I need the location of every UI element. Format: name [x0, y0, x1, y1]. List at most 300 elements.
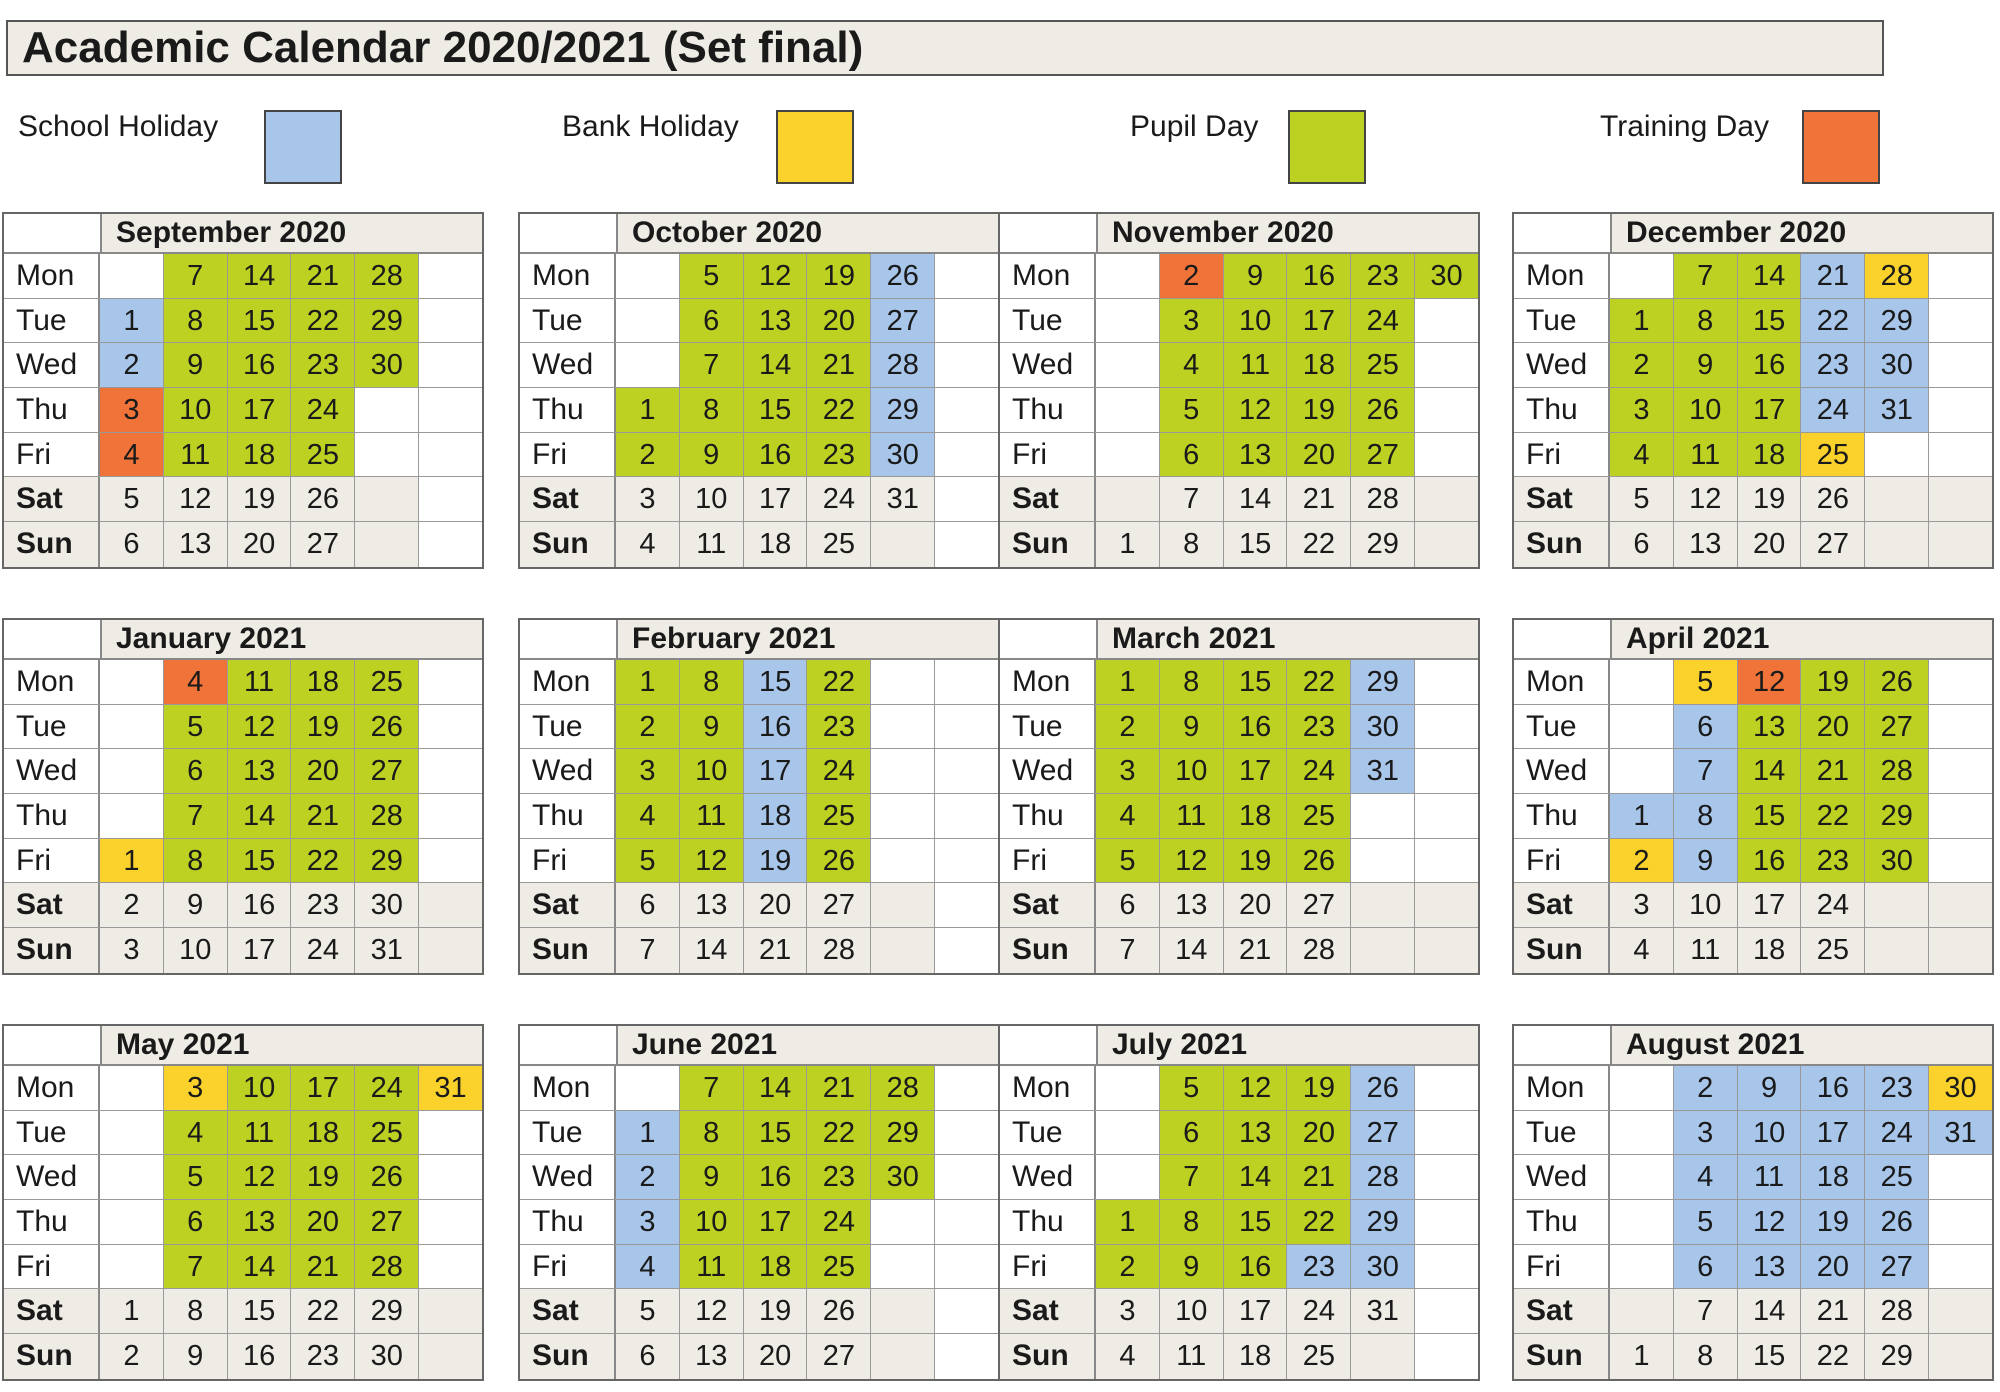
date-cell: 12 — [164, 477, 228, 521]
date-cell: 31 — [1351, 1289, 1415, 1333]
week-day-row — [520, 299, 998, 344]
day-label: Fri — [1000, 839, 1096, 883]
date-cell: 6 — [164, 1200, 228, 1244]
day-label: Sun — [1514, 522, 1610, 567]
date-cell: 27 — [807, 1334, 871, 1379]
day-label: Mon — [4, 1066, 100, 1110]
date-cell: 14 — [1224, 477, 1288, 521]
date-cell: 22 — [291, 299, 355, 343]
day-label: Thu — [4, 794, 100, 838]
date-cell: 27 — [807, 883, 871, 927]
week-day-row — [4, 660, 482, 705]
date-cell: 28 — [871, 343, 935, 387]
date-cell: 28 — [355, 254, 419, 298]
date-cell: 11 — [228, 1111, 292, 1155]
month-title: April 2021 — [1612, 620, 1992, 658]
date-cell: 18 — [228, 433, 292, 477]
date-cell: 4 — [100, 433, 164, 477]
week-day-row — [520, 1334, 998, 1379]
day-label: Sat — [1514, 477, 1610, 521]
date-cell — [1415, 433, 1478, 477]
day-label: Thu — [1514, 794, 1610, 838]
date-cell — [616, 1066, 680, 1110]
date-cell: 21 — [1801, 749, 1865, 793]
date-cell: 18 — [744, 1245, 808, 1289]
day-label: Sat — [1514, 883, 1610, 927]
day-label: Mon — [1514, 1066, 1610, 1110]
date-cell: 15 — [1738, 1334, 1802, 1379]
date-cell: 12 — [1224, 1066, 1288, 1110]
date-cell — [1415, 705, 1478, 749]
date-cell — [1351, 839, 1415, 883]
day-label: Wed — [520, 1155, 616, 1199]
legend-school-holiday — [18, 110, 348, 190]
date-cell: 16 — [744, 705, 808, 749]
date-cell: 25 — [291, 433, 355, 477]
date-cell: 15 — [228, 839, 292, 883]
date-cell: 10 — [680, 1200, 744, 1244]
date-cell: 29 — [1865, 794, 1929, 838]
day-label: Wed — [4, 749, 100, 793]
day-label: Sat — [1000, 477, 1096, 521]
training-day-swatch — [1802, 110, 1880, 184]
date-cell — [1610, 749, 1674, 793]
date-cell: 2 — [1610, 343, 1674, 387]
date-cell: 11 — [1160, 1334, 1224, 1379]
date-cell: 27 — [1801, 522, 1865, 567]
date-cell: 5 — [680, 254, 744, 298]
date-cell — [935, 705, 998, 749]
date-cell — [1415, 1066, 1478, 1110]
date-cell: 8 — [1160, 522, 1224, 567]
day-label: Thu — [4, 388, 100, 432]
week-day-row — [1000, 660, 1478, 705]
date-cell: 26 — [355, 705, 419, 749]
week-day-row — [4, 794, 482, 839]
date-cell: 22 — [1287, 660, 1351, 704]
day-label: Fri — [520, 433, 616, 477]
date-cell — [1096, 1066, 1160, 1110]
date-cell — [1415, 928, 1478, 973]
date-cell: 29 — [355, 299, 419, 343]
week-day-row — [1514, 433, 1992, 478]
date-cell: 17 — [1224, 1289, 1288, 1333]
date-cell: 25 — [807, 1245, 871, 1289]
date-cell: 4 — [616, 794, 680, 838]
day-label: Fri — [520, 839, 616, 883]
date-cell: 26 — [1865, 660, 1929, 704]
week-day-row — [1000, 1245, 1478, 1290]
date-cell: 23 — [807, 433, 871, 477]
week-day-row — [1514, 660, 1992, 705]
date-cell: 9 — [680, 705, 744, 749]
month-title: December 2020 — [1612, 214, 1992, 252]
week-day-row — [1514, 794, 1992, 839]
date-cell: 19 — [744, 1289, 808, 1333]
date-cell: 30 — [1351, 1245, 1415, 1289]
date-cell: 9 — [1738, 1066, 1802, 1110]
date-cell: 12 — [1160, 839, 1224, 883]
date-cell: 25 — [1801, 928, 1865, 973]
date-cell: 11 — [680, 522, 744, 567]
week-day-row — [520, 1066, 998, 1111]
date-cell: 10 — [1160, 1289, 1224, 1333]
date-cell: 15 — [744, 1111, 808, 1155]
date-cell — [355, 388, 419, 432]
week-day-row — [1000, 705, 1478, 750]
day-label: Fri — [520, 1245, 616, 1289]
week-day-row — [520, 794, 998, 839]
week-day-row — [1514, 522, 1992, 567]
date-cell: 13 — [1160, 883, 1224, 927]
date-cell — [1610, 1245, 1674, 1289]
week-day-row — [1000, 343, 1478, 388]
date-cell — [871, 749, 935, 793]
date-cell: 1 — [616, 660, 680, 704]
date-cell — [1415, 1111, 1478, 1155]
date-cell — [1929, 794, 1992, 838]
date-cell: 6 — [616, 1334, 680, 1379]
week-day-row — [1514, 343, 1992, 388]
date-cell: 13 — [228, 1200, 292, 1244]
date-cell — [1415, 1334, 1478, 1379]
date-cell: 7 — [680, 1066, 744, 1110]
date-cell: 2 — [1674, 1066, 1738, 1110]
day-label: Sun — [1000, 522, 1096, 567]
date-cell: 17 — [744, 477, 808, 521]
month-header — [1514, 620, 1992, 660]
date-cell: 28 — [1287, 928, 1351, 973]
date-cell — [1351, 883, 1415, 927]
date-cell: 9 — [1160, 705, 1224, 749]
header-spacer — [4, 214, 102, 252]
day-label: Sun — [4, 522, 100, 567]
date-cell — [935, 388, 998, 432]
date-cell — [1096, 1155, 1160, 1199]
day-label: Fri — [1514, 839, 1610, 883]
date-cell — [871, 928, 935, 973]
day-label: Tue — [1000, 1111, 1096, 1155]
date-cell: 16 — [1224, 705, 1288, 749]
week-day-row — [4, 1289, 482, 1334]
date-cell — [1415, 883, 1478, 927]
header-spacer — [1000, 620, 1098, 658]
day-label: Sun — [520, 928, 616, 973]
date-cell: 5 — [1160, 1066, 1224, 1110]
date-cell — [1929, 254, 1992, 298]
date-cell — [419, 794, 482, 838]
week-day-row — [4, 1155, 482, 1200]
week-day-row — [4, 1111, 482, 1156]
date-cell: 8 — [1674, 794, 1738, 838]
date-cell: 8 — [1160, 1200, 1224, 1244]
date-cell: 14 — [1224, 1155, 1288, 1199]
day-label: Wed — [1514, 749, 1610, 793]
date-cell — [935, 839, 998, 883]
date-cell: 28 — [1351, 477, 1415, 521]
date-cell: 5 — [164, 1155, 228, 1199]
date-cell: 14 — [1738, 749, 1802, 793]
date-cell: 30 — [1865, 839, 1929, 883]
date-cell — [1415, 749, 1478, 793]
week-day-row — [1514, 1111, 1992, 1156]
date-cell: 12 — [680, 1289, 744, 1333]
date-cell: 12 — [228, 1155, 292, 1199]
week-day-row — [520, 1155, 998, 1200]
month-header — [4, 620, 482, 660]
date-cell: 3 — [100, 928, 164, 973]
date-cell: 19 — [807, 254, 871, 298]
date-cell: 17 — [1738, 883, 1802, 927]
date-cell — [419, 1245, 482, 1289]
date-cell: 31 — [871, 477, 935, 521]
date-cell — [100, 749, 164, 793]
date-cell: 22 — [807, 1111, 871, 1155]
date-cell — [1929, 433, 1992, 477]
month-title: October 2020 — [618, 214, 998, 252]
date-cell — [1929, 1245, 1992, 1289]
week-day-row — [4, 254, 482, 299]
date-cell: 4 — [1610, 928, 1674, 973]
date-cell: 16 — [744, 433, 808, 477]
date-cell: 8 — [680, 388, 744, 432]
date-cell: 17 — [228, 928, 292, 973]
date-cell: 25 — [355, 660, 419, 704]
date-cell: 30 — [1929, 1066, 1992, 1110]
date-cell — [1415, 522, 1478, 567]
date-cell: 23 — [1801, 839, 1865, 883]
date-cell: 3 — [1096, 749, 1160, 793]
date-cell: 22 — [1801, 299, 1865, 343]
week-day-row — [520, 477, 998, 522]
month-header — [1514, 214, 1992, 254]
date-cell: 3 — [616, 477, 680, 521]
week-day-row — [1000, 388, 1478, 433]
date-cell: 21 — [1287, 477, 1351, 521]
date-cell: 10 — [1224, 299, 1288, 343]
date-cell: 13 — [1224, 433, 1288, 477]
day-label: Mon — [1000, 1066, 1096, 1110]
date-cell: 2 — [1096, 705, 1160, 749]
date-cell: 15 — [1224, 1200, 1288, 1244]
date-cell: 12 — [1738, 660, 1802, 704]
day-label: Fri — [1514, 433, 1610, 477]
date-cell — [419, 660, 482, 704]
day-label: Fri — [4, 433, 100, 477]
date-cell: 19 — [228, 477, 292, 521]
date-cell: 30 — [1865, 343, 1929, 387]
day-label: Mon — [520, 1066, 616, 1110]
date-cell — [1351, 794, 1415, 838]
month-header — [520, 620, 998, 660]
date-cell: 22 — [1801, 794, 1865, 838]
date-cell: 8 — [1674, 1334, 1738, 1379]
date-cell: 14 — [680, 928, 744, 973]
date-cell: 14 — [1738, 254, 1802, 298]
date-cell: 14 — [228, 794, 292, 838]
date-cell: 21 — [807, 1066, 871, 1110]
legend-label: Pupil Day — [1130, 110, 1259, 143]
date-cell: 24 — [807, 477, 871, 521]
date-cell: 23 — [1801, 343, 1865, 387]
date-cell: 21 — [1287, 1155, 1351, 1199]
date-cell: 30 — [1415, 254, 1478, 298]
date-cell — [1096, 477, 1160, 521]
date-cell — [871, 1289, 935, 1333]
date-cell — [1865, 522, 1929, 567]
date-cell: 3 — [1610, 883, 1674, 927]
week-day-row — [4, 477, 482, 522]
date-cell: 2 — [616, 1155, 680, 1199]
school-holiday-swatch — [264, 110, 342, 184]
date-cell: 8 — [680, 1111, 744, 1155]
date-cell: 12 — [680, 839, 744, 883]
week-day-row — [1000, 1200, 1478, 1245]
week-day-row — [4, 839, 482, 884]
date-cell: 3 — [100, 388, 164, 432]
day-label: Thu — [4, 1200, 100, 1244]
date-cell — [1610, 1155, 1674, 1199]
day-label: Sun — [4, 928, 100, 973]
date-cell: 1 — [1610, 299, 1674, 343]
day-label: Mon — [520, 254, 616, 298]
month-calendar — [998, 212, 1480, 569]
date-cell — [935, 1245, 998, 1289]
date-cell — [935, 794, 998, 838]
date-cell: 14 — [1738, 1289, 1802, 1333]
date-cell: 25 — [1801, 433, 1865, 477]
date-cell: 29 — [871, 1111, 935, 1155]
date-cell: 20 — [1224, 883, 1288, 927]
date-cell: 19 — [1801, 660, 1865, 704]
date-cell: 15 — [1224, 660, 1288, 704]
date-cell: 5 — [1160, 388, 1224, 432]
week-day-row — [520, 1289, 998, 1334]
day-label: Fri — [4, 839, 100, 883]
week-day-row — [1000, 928, 1478, 973]
date-cell: 25 — [1287, 794, 1351, 838]
week-day-row — [1000, 433, 1478, 478]
day-label: Tue — [4, 705, 100, 749]
month-header — [1000, 214, 1478, 254]
date-cell: 28 — [807, 928, 871, 973]
date-cell: 18 — [744, 522, 808, 567]
date-cell: 6 — [1160, 1111, 1224, 1155]
day-label: Wed — [1514, 343, 1610, 387]
date-cell: 17 — [228, 388, 292, 432]
date-cell: 4 — [164, 660, 228, 704]
week-day-row — [4, 388, 482, 433]
date-cell — [871, 839, 935, 883]
week-day-row — [1514, 1155, 1992, 1200]
header-spacer — [1514, 1026, 1612, 1064]
month-title: August 2021 — [1612, 1026, 1992, 1064]
date-cell: 20 — [1738, 522, 1802, 567]
date-cell: 19 — [291, 1155, 355, 1199]
date-cell: 21 — [1801, 254, 1865, 298]
date-cell — [1929, 299, 1992, 343]
date-cell — [1415, 660, 1478, 704]
date-cell — [1929, 477, 1992, 521]
date-cell: 12 — [744, 254, 808, 298]
date-cell: 9 — [680, 1155, 744, 1199]
date-cell: 19 — [1287, 1066, 1351, 1110]
date-cell: 8 — [680, 660, 744, 704]
date-cell — [100, 1200, 164, 1244]
date-cell: 26 — [1351, 1066, 1415, 1110]
date-cell: 29 — [1351, 1200, 1415, 1244]
date-cell — [355, 522, 419, 567]
date-cell — [419, 254, 482, 298]
day-label: Fri — [4, 1245, 100, 1289]
date-cell: 13 — [1738, 1245, 1802, 1289]
header-spacer — [4, 1026, 102, 1064]
date-cell: 16 — [1738, 839, 1802, 883]
date-cell: 18 — [1738, 928, 1802, 973]
date-cell: 16 — [228, 343, 292, 387]
date-cell: 16 — [1801, 1066, 1865, 1110]
date-cell — [1929, 522, 1992, 567]
date-cell: 13 — [228, 749, 292, 793]
date-cell: 22 — [807, 660, 871, 704]
date-cell: 18 — [291, 660, 355, 704]
date-cell — [1610, 1066, 1674, 1110]
date-cell: 14 — [228, 1245, 292, 1289]
week-day-row — [4, 928, 482, 973]
date-cell: 30 — [871, 1155, 935, 1199]
date-cell: 25 — [355, 1111, 419, 1155]
date-cell: 26 — [871, 254, 935, 298]
week-day-row — [520, 388, 998, 433]
date-cell: 18 — [1738, 433, 1802, 477]
date-cell: 8 — [1674, 299, 1738, 343]
date-cell: 2 — [1096, 1245, 1160, 1289]
date-cell — [1865, 928, 1929, 973]
date-cell: 19 — [1287, 388, 1351, 432]
date-cell: 6 — [1674, 705, 1738, 749]
date-cell: 1 — [616, 1111, 680, 1155]
date-cell — [419, 1200, 482, 1244]
date-cell — [935, 522, 998, 567]
week-day-row — [4, 1245, 482, 1290]
date-cell — [935, 883, 998, 927]
date-cell: 6 — [164, 749, 228, 793]
date-cell — [935, 928, 998, 973]
day-label: Sat — [1000, 883, 1096, 927]
day-label: Wed — [1514, 1155, 1610, 1199]
day-label: Mon — [520, 660, 616, 704]
date-cell: 11 — [1674, 433, 1738, 477]
date-cell — [871, 1200, 935, 1244]
date-cell: 9 — [1224, 254, 1288, 298]
date-cell: 10 — [1160, 749, 1224, 793]
date-cell: 17 — [744, 1200, 808, 1244]
date-cell: 20 — [744, 883, 808, 927]
date-cell: 23 — [291, 1334, 355, 1379]
date-cell: 6 — [616, 883, 680, 927]
week-day-row — [4, 1066, 482, 1111]
week-day-row — [1514, 1289, 1992, 1334]
date-cell — [1929, 1289, 1992, 1333]
day-label: Tue — [1514, 1111, 1610, 1155]
date-cell: 15 — [1224, 522, 1288, 567]
date-cell: 31 — [1865, 388, 1929, 432]
date-cell: 23 — [1287, 705, 1351, 749]
date-cell: 22 — [291, 839, 355, 883]
date-cell: 27 — [355, 1200, 419, 1244]
date-cell: 22 — [1287, 1200, 1351, 1244]
date-cell: 25 — [807, 794, 871, 838]
